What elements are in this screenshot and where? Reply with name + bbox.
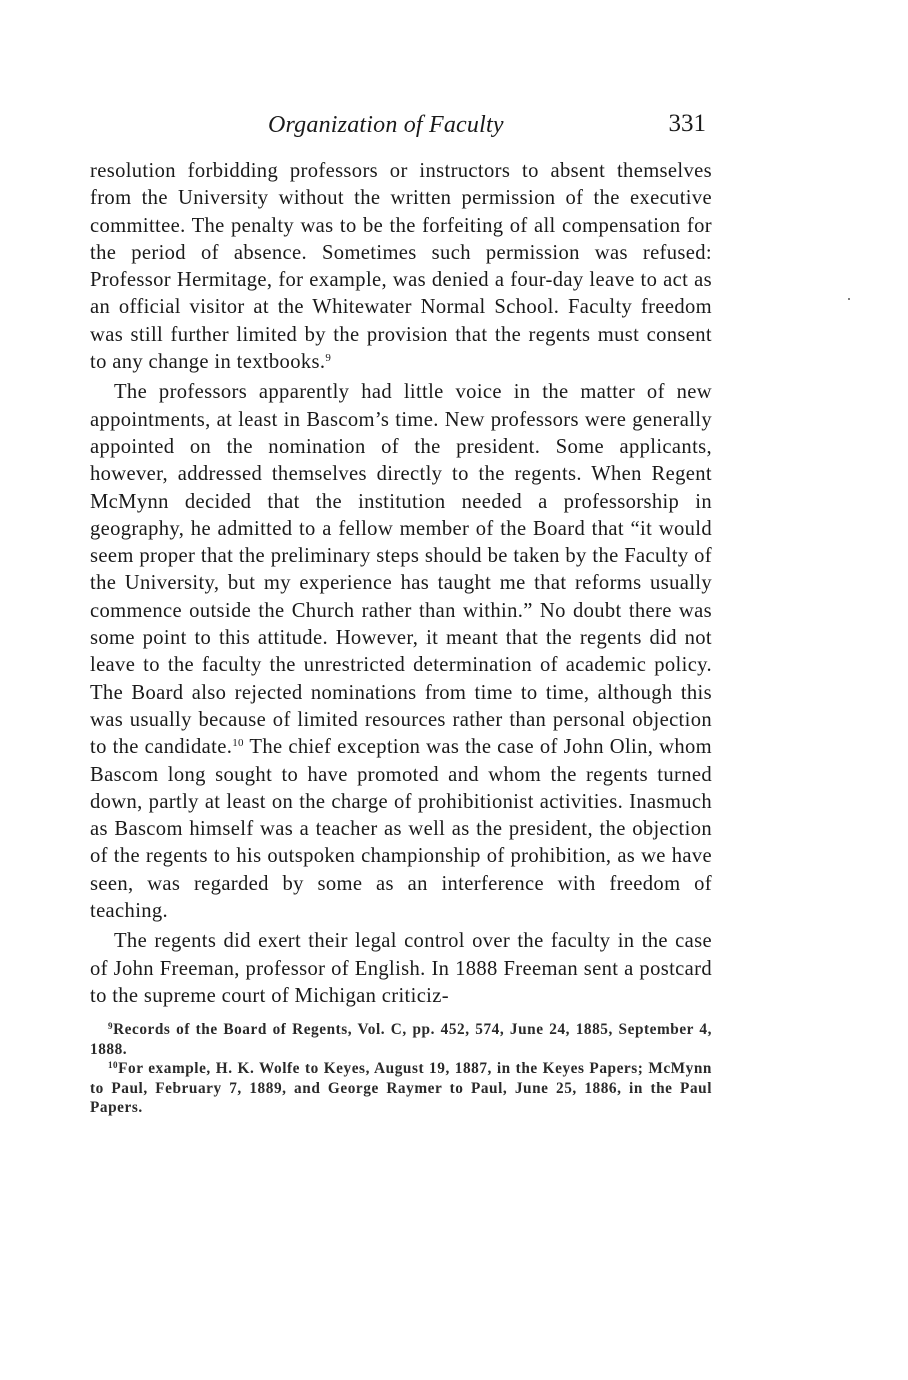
paragraph-text: The regents did exert their legal control over the faculty in the case of John Freeman, professor of English. In 1888 Freeman sent a postcard to the supreme court of Michigan criticiz- — [90, 930, 712, 1007]
paragraph-appointments — [90, 379, 712, 925]
paragraph-text: The professors apparently had little voice in the matter of new appointments, at least in Bascom’s time. New professors were generally appointed on the nomination of the president. Some applicants, however, addressed themselves directly to the regents. When Regent McMynn decided that the institution needed a professorship in geography, he admitted to a fellow member of the Board that “it would seem proper that the preliminary steps should be taken by the Faculty of the University, but my experience has taught me that reforms usually commence outside the Church rather than within.” No doubt there was some point to this attitude. However, it meant that the regents did not leave to the faculty the unrestricted determination of academic policy. The Board also rejected nominations from time to time, although this was usually because of limited resources rather than personal objection to the candidate. — [90, 381, 712, 759]
footnote-marker: 10 — [108, 1060, 119, 1071]
paper-speck — [848, 298, 850, 300]
body-text — [90, 158, 712, 1010]
book-page — [90, 110, 712, 1118]
paragraph-text: resolution forbidding professors or instructors to absent themselves from the University without the written permission of the executive committee. The penalty was to be the forfeiting of all compensation for the period of absence. Sometimes such permission was refused: Professor Hermitage, for example, was denied a four-day leave to act as an official visitor at the Whitewater Normal School. Faculty freedom was still further limited by the provision that the regents must consent to any change in textbooks. — [90, 160, 712, 374]
footnote-text: For example, H. K. Wolfe to Keyes, August 19, 1887, in the Keyes Papers; McMynn to Paul, February 7, 1889, and George Raymer to Paul, June 25, 1886, in the Paul Papers. — [90, 1060, 712, 1117]
footnote-marker: 9 — [108, 1021, 114, 1032]
paragraph-continued — [90, 158, 712, 376]
paragraph-freeman — [90, 928, 712, 1010]
page-number: 331 — [668, 110, 706, 137]
footnote-reference: 9 — [325, 352, 332, 365]
running-head — [90, 110, 712, 150]
footnotes — [90, 1020, 712, 1118]
footnote-text: Records of the Board of Regents, Vol. C, pp. 452, 574, June 24, 1885, September 4, 1888. — [90, 1021, 712, 1058]
footnote — [90, 1020, 712, 1059]
footnote-reference: 10 — [232, 737, 244, 750]
paragraph-text: The chief exception was the case of John Olin, whom Bascom long sought to have promoted and whom the regents turned down, partly at least on the charge of prohibitionist activities. Inasmuch as Bascom himself was a teacher as well as the president, the objection of the regents to his outspoken championship of prohibition, as we have seen, was regarded by some as an interference with freedom of teaching. — [90, 736, 713, 923]
footnote — [90, 1059, 712, 1118]
running-title: Organization of Faculty — [268, 112, 504, 138]
